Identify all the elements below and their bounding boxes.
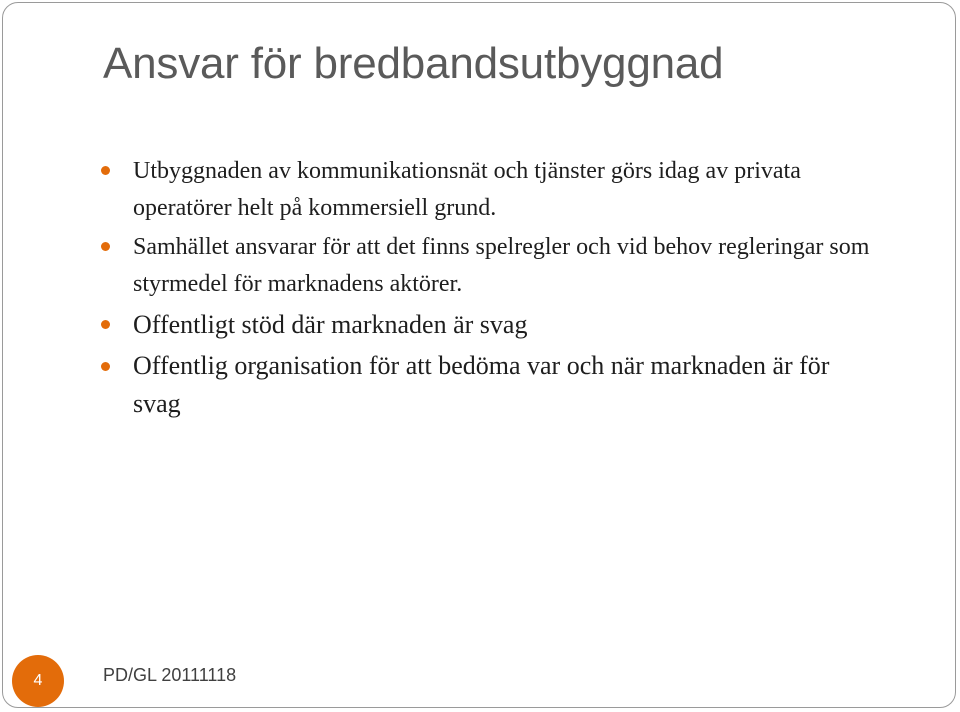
bullet-text: Samhället ansvarar för att det finns spelregler och vid behov regleringar som styrmedel för marknadens aktörer. <box>133 234 870 297</box>
bullet-text: Utbyggnaden av kommunikationsnät och tjänster görs idag av privata operatörer helt på kommersiell grund. <box>133 158 801 221</box>
list-item <box>101 305 881 345</box>
slide-number-badge <box>12 655 64 707</box>
list-item <box>101 153 881 227</box>
slide-title: Ansvar för bredbandsutbyggnad <box>103 39 724 88</box>
bullet-dot-icon <box>101 166 110 175</box>
slide <box>2 2 956 708</box>
bullet-dot-icon <box>101 362 110 371</box>
bullet-text: Offentlig organisation för att bedöma var och när marknaden är för svag <box>133 351 830 418</box>
footer-text: PD/GL 20111118 <box>103 665 237 685</box>
slide-number: 4 <box>33 672 43 689</box>
list-item <box>101 229 881 303</box>
bullet-list <box>101 153 881 423</box>
bullet-text: Offentligt stöd där marknaden är svag <box>133 310 528 339</box>
list-item <box>101 347 881 423</box>
bullet-dot-icon <box>101 242 110 251</box>
bullet-dot-icon <box>101 320 110 329</box>
